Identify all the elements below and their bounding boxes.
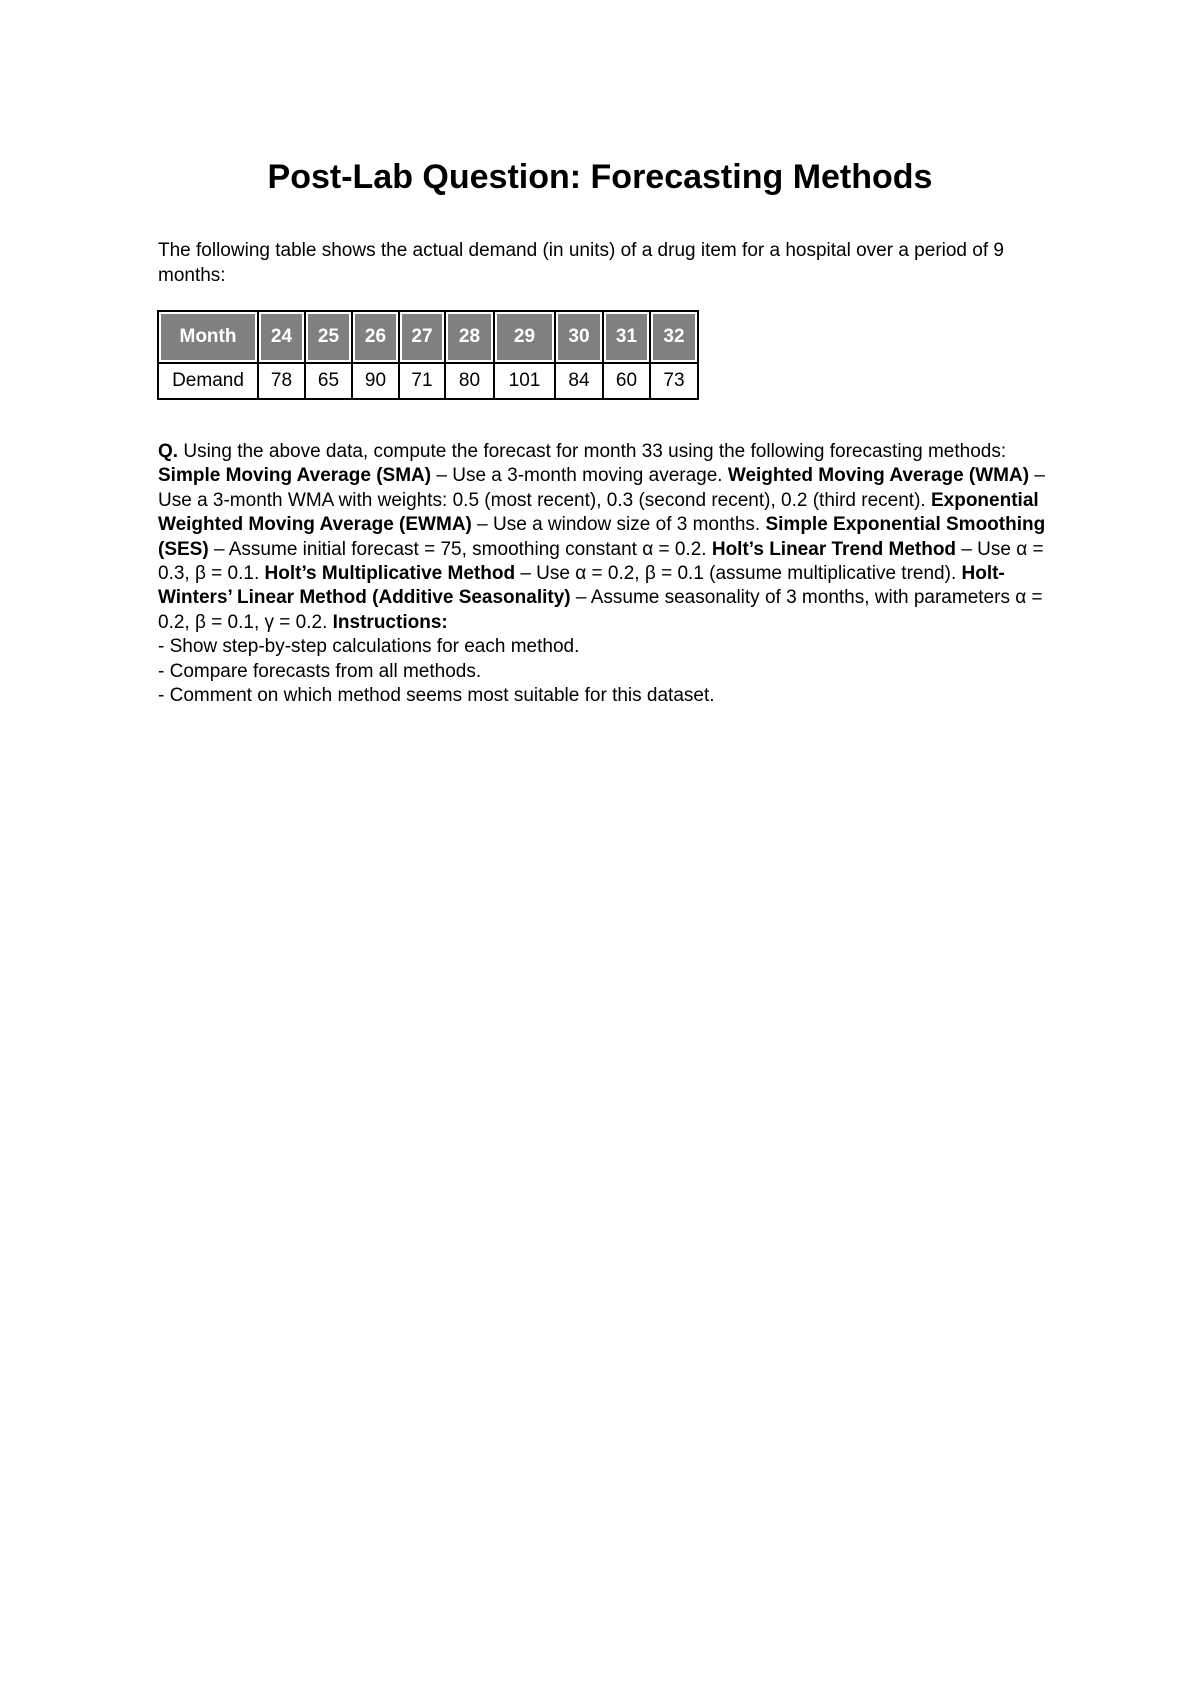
header-month-cell: 29: [494, 311, 555, 363]
instruction-item: - Show step-by-step calculations for each method.: [158, 636, 580, 658]
table-row-demand: [158, 363, 698, 399]
document-title: Post-Lab Question: Forecasting Methods: [267, 158, 933, 196]
header-label-month: Month: [158, 311, 258, 363]
demand-cell: 60: [603, 363, 650, 399]
method-ewma-text: – Use a window size of 3 months.: [471, 514, 766, 536]
method-holt-winters-text: – Assume seasonality of 3 months, with parameters α = 0.2, β = 0.1, γ = 0.2.: [158, 587, 1043, 633]
question-block: [158, 440, 1058, 708]
question-text: Using the above data, compute the forecast for month 33 using the following forecasting methods:: [178, 441, 1007, 462]
row-label-demand: Demand: [158, 363, 258, 399]
question-label: Q.: [158, 441, 179, 462]
demand-cell: 80: [445, 363, 494, 399]
method-sma-label: Simple Moving Average (SMA): [158, 465, 432, 487]
instruction-item: - Comment on which method seems most suitable for this dataset.: [158, 685, 715, 707]
method-ses-text: – Assume initial forecast = 75, smoothing constant α = 0.2.: [208, 538, 712, 560]
intro-paragraph: The following table shows the actual demand (in units) of a drug item for a hospital over a period of 9 months:: [158, 240, 1004, 286]
method-wma-label: Weighted Moving Average (WMA): [727, 465, 1030, 487]
method-ewma-label: Exponential Weighted Moving Average (EWMA): [158, 489, 1039, 536]
demand-cell: 78: [258, 363, 305, 399]
method-holt-label: Holt’s Linear Trend Method: [711, 538, 957, 560]
demand-cell: 65: [305, 363, 352, 399]
demand-table: [157, 310, 699, 400]
header-month-cell: 24: [258, 311, 305, 363]
method-holt-winters-label: Holt-Winters’ Linear Method (Additive Seasonality): [158, 563, 1005, 609]
header-month-cell: 27: [399, 311, 445, 363]
method-ses-label: Simple Exponential Smoothing (SES): [158, 514, 1046, 560]
header-month-cell: 25: [305, 311, 352, 363]
method-sma-text: – Use a 3-month moving average.: [431, 465, 728, 487]
method-holt-text: – Use α = 0.3, β = 0.1.: [158, 538, 1044, 585]
method-holt-multiplicative-text: – Use α = 0.2, β = 0.1 (assume multiplicative trend).: [515, 563, 962, 585]
instructions-list: [158, 635, 1058, 708]
header-month-cell: 31: [603, 311, 650, 363]
demand-cell: 101: [494, 363, 555, 399]
question-paragraph: [158, 441, 1045, 633]
header-month-cell: 28: [445, 311, 494, 363]
method-wma-text: – Use a 3-month WMA with weights: 0.5 (most recent), 0.3 (second recent), 0.2 (third recent).: [158, 465, 1045, 511]
header-month-cell: 26: [352, 311, 399, 363]
demand-cell: 84: [555, 363, 603, 399]
instruction-item: - Compare forecasts from all methods.: [158, 660, 482, 682]
demand-cell: 90: [352, 363, 399, 399]
header-month-cell: 30: [555, 311, 603, 363]
demand-cell: 73: [650, 363, 698, 399]
demand-cell: 71: [399, 363, 445, 399]
method-holt-multiplicative-label: Holt’s Multiplicative Method: [264, 563, 516, 585]
instructions-label: Instructions:: [332, 611, 448, 633]
header-month-cell: 32: [650, 311, 698, 363]
table-header-row: [158, 311, 698, 363]
